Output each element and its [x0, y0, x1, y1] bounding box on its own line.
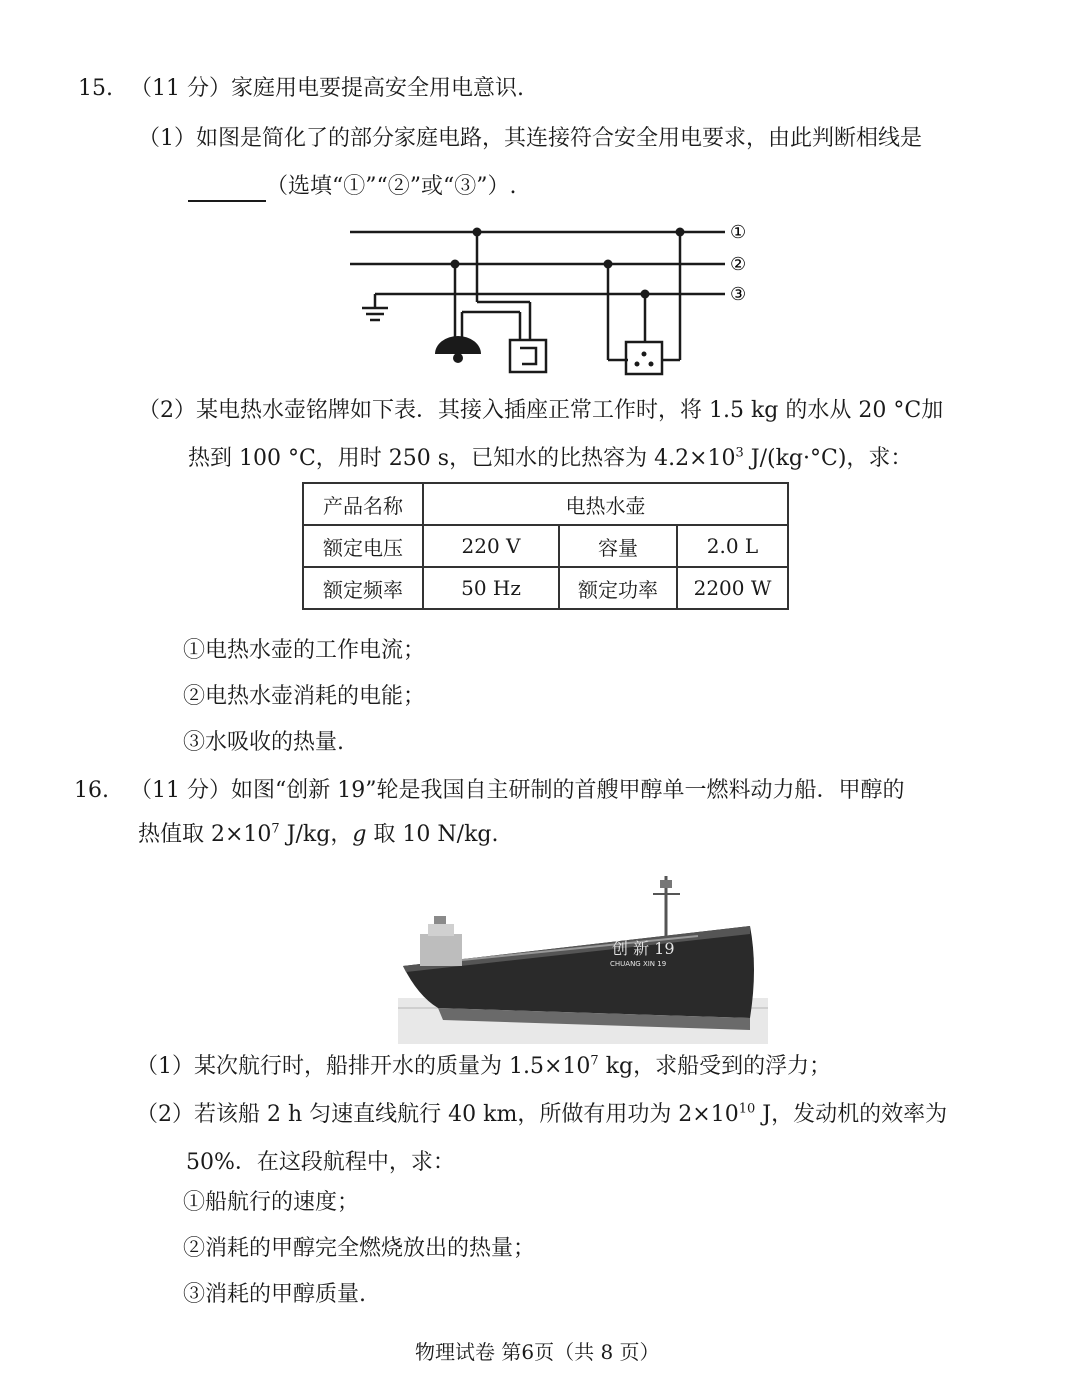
ship-photo [398, 868, 768, 1044]
power-label: 额定功率 [559, 567, 677, 609]
q15-sub-3: ③水吸收的热量. [183, 730, 344, 755]
q16-part2-line2: 50%．在这段航程中，求： [186, 1150, 455, 1175]
voltage-value: 220 V [423, 525, 559, 567]
ship-name-text: 创 新 19 [612, 939, 675, 958]
q15-part1-text: （1）如图是简化了的部分家庭电路，其连接符合安全用电要求，由此判断相线是 [138, 126, 922, 151]
name-label: 产品名称 [303, 483, 423, 525]
q15-number: 15. [78, 76, 113, 101]
capacity-label: 容量 [559, 525, 677, 567]
capacity-value: 2.0 L [677, 525, 788, 567]
q15-sub-2: ②电热水壶消耗的电能； [183, 684, 426, 709]
name-value: 电热水壶 [423, 483, 788, 525]
page-footer: 物理试卷 第6页（共 8 页） [415, 1340, 660, 1364]
q16-sub-2: ②消耗的甲醇完全燃烧放出的热量； [183, 1236, 536, 1261]
q16-part1: （1）某次航行时，船排开水的质量为 $1.5\times 10^7$ kg，求船受到的浮力； [136, 1053, 832, 1079]
q16-sub-3: ③消耗的甲醇质量. [183, 1282, 366, 1307]
household-circuit-diagram [340, 212, 770, 382]
ship-roman-text: CHUANG XIN 19 [610, 960, 667, 968]
q15-part1-line2 [188, 172, 516, 202]
freq-label: 额定频率 [303, 567, 423, 609]
q16-intro-line2: 热值取 $2\times 10^7$ J/kg，g 取 10 N/kg. [138, 821, 499, 847]
q15-part2-line2: 热到 100 °C，用时 250 s，已知水的比热容为 $4.2\times 10^3$ J/(kg·°C)，求： [188, 445, 913, 471]
q16-sub-1: ①船航行的速度； [183, 1190, 360, 1215]
q16-intro: （11 分）如图“创新 19”轮是我国自主研制的首艘甲醇单一燃料动力船．甲醇的 [130, 778, 905, 803]
wire-label-2: ② [730, 254, 747, 275]
wire-label-3: ③ [730, 284, 747, 305]
kettle-nameplate-table [302, 482, 789, 610]
wire-label-1: ① [730, 222, 747, 243]
power-value: 2200 W [677, 567, 788, 609]
lamp-icon [435, 336, 481, 354]
q15-intro: （11 分）家庭用电要提高安全用电意识. [130, 76, 524, 101]
voltage-label: 额定电压 [303, 525, 423, 567]
q16-number: 16. [74, 778, 109, 803]
q15-part2-text: （2）某电热水壶铭牌如下表．其接入插座正常工作时，将 1.5 kg 的水从 20 °C加 [138, 398, 944, 423]
q16-part2: （2）若该船 2 h 匀速直线航行 40 km，所做有用功为 $2\times 10^{10}$ J，发动机的效率为 [136, 1101, 948, 1127]
answer-blank[interactable] [188, 178, 266, 202]
freq-value: 50 Hz [423, 567, 559, 609]
q15-sub-1: ①电热水壶的工作电流； [183, 638, 426, 663]
q15-part1-choices: （选填“①”“②”或“③”）. [266, 174, 517, 199]
